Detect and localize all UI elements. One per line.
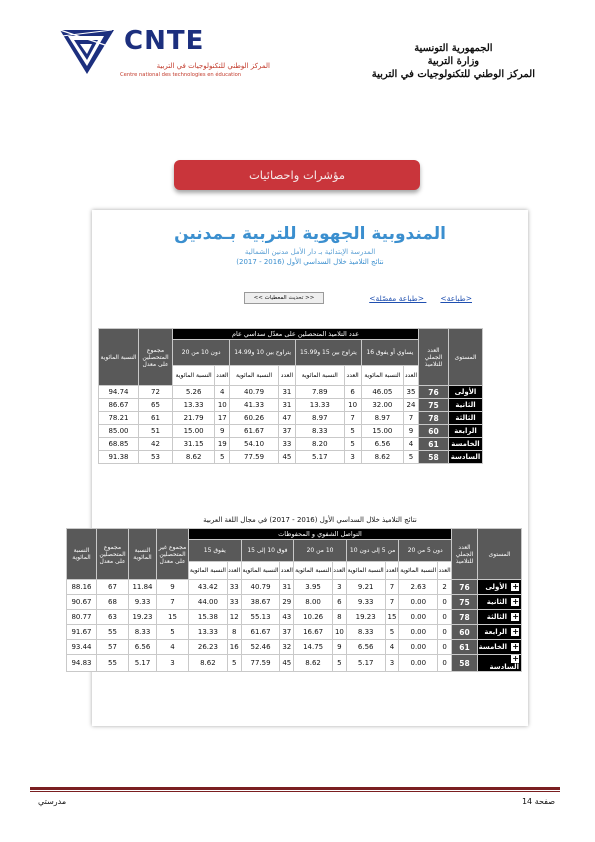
level-cell bbox=[478, 625, 522, 640]
total-cell: 78 bbox=[452, 610, 478, 625]
total-cell: 75 bbox=[419, 399, 449, 412]
value-cell: 63 bbox=[97, 610, 129, 625]
sub-pct: النسبة المائوية bbox=[189, 562, 228, 580]
value-cell: 9.33 bbox=[129, 595, 157, 610]
footer-rule-thin bbox=[30, 791, 560, 792]
value-cell: 7 bbox=[157, 595, 189, 610]
value-cell: 90.67 bbox=[67, 595, 97, 610]
value-cell: 10 bbox=[215, 399, 230, 412]
value-cell: 5 bbox=[344, 425, 361, 438]
value-cell: 4 bbox=[157, 640, 189, 655]
value-cell: 9 bbox=[332, 640, 346, 655]
value-cell: 8.97 bbox=[296, 412, 344, 425]
value-cell: 4 bbox=[215, 386, 230, 399]
table-row bbox=[67, 625, 522, 640]
value-cell: 9 bbox=[157, 580, 189, 595]
value-cell: 41.33 bbox=[230, 399, 278, 412]
value-cell: 37 bbox=[278, 425, 295, 438]
value-cell: 37 bbox=[280, 625, 294, 640]
footer-page-number: صفحة 14 bbox=[521, 797, 555, 806]
value-cell: 61.67 bbox=[230, 425, 278, 438]
level-cell: الثالثة bbox=[449, 412, 483, 425]
value-cell: 33 bbox=[227, 595, 241, 610]
value-cell: 7 bbox=[385, 595, 399, 610]
value-cell: 5.17 bbox=[346, 655, 385, 672]
sub-count: العدد bbox=[438, 562, 452, 580]
value-cell: 5 bbox=[403, 451, 418, 464]
value-cell: 6 bbox=[344, 386, 361, 399]
ministry-line-1: الجمهورية التونسية bbox=[414, 43, 493, 54]
value-cell: 0.00 bbox=[399, 595, 438, 610]
total-cell: 61 bbox=[452, 640, 478, 655]
value-cell: 0 bbox=[438, 655, 452, 672]
rate-cell: 94.74 bbox=[99, 386, 139, 399]
table-row bbox=[67, 595, 522, 610]
total-cell: 76 bbox=[419, 386, 449, 399]
ministry-heading bbox=[372, 42, 535, 81]
level-cell: الخامسة bbox=[449, 438, 483, 451]
band-16: يساوي أو يفوق 16 bbox=[361, 340, 418, 366]
col-level: المستوى bbox=[478, 529, 522, 580]
value-cell: 31 bbox=[280, 580, 294, 595]
value-cell: 19.23 bbox=[346, 610, 385, 625]
value-cell: 0.00 bbox=[399, 625, 438, 640]
total-cell: 76 bbox=[452, 580, 478, 595]
level-label: الأولى bbox=[485, 583, 507, 591]
band-below-5: دون 5 من 20 bbox=[399, 540, 452, 562]
value-cell: 13.33 bbox=[173, 399, 215, 412]
value-cell: 3 bbox=[385, 655, 399, 672]
value-cell: 5 bbox=[157, 625, 189, 640]
value-cell: 8.62 bbox=[189, 655, 228, 672]
refresh-data-button[interactable]: << تحديث المعطيات >> bbox=[244, 292, 324, 304]
level-cell bbox=[478, 580, 522, 595]
value-cell: 15 bbox=[157, 610, 189, 625]
value-cell: 55 bbox=[97, 655, 129, 672]
col-total: العدد الجملي للتلاميذ bbox=[452, 529, 478, 580]
level-cell: السادسة bbox=[449, 451, 483, 464]
level-label: الثالثة bbox=[486, 613, 507, 621]
total-cell: 75 bbox=[452, 595, 478, 610]
value-cell: 5 bbox=[332, 655, 346, 672]
value-cell: 68 bbox=[97, 595, 129, 610]
value-cell: 5.26 bbox=[173, 386, 215, 399]
value-cell: 7 bbox=[403, 412, 418, 425]
sum-cell: 65 bbox=[139, 399, 173, 412]
value-cell: 29 bbox=[280, 595, 294, 610]
table-row bbox=[99, 399, 483, 412]
value-cell: 45 bbox=[280, 655, 294, 672]
expand-plus-icon[interactable]: + bbox=[512, 627, 519, 636]
value-cell: 61.67 bbox=[241, 625, 280, 640]
table-row bbox=[99, 438, 483, 451]
level-cell: الرابعة bbox=[449, 425, 483, 438]
table-row bbox=[99, 425, 483, 438]
value-cell: 3 bbox=[332, 580, 346, 595]
value-cell: 6.56 bbox=[361, 438, 403, 451]
value-cell: 35 bbox=[403, 386, 418, 399]
value-cell: 5 bbox=[385, 625, 399, 640]
arabic-oral-table bbox=[66, 528, 522, 672]
col-sum: مجموع المتحصلين على معدل bbox=[139, 329, 173, 386]
level-cell: الثانية bbox=[449, 399, 483, 412]
ministry-line-3: المركز الوطني للتكنولوجيات في التربية bbox=[371, 69, 535, 80]
value-cell: 91.67 bbox=[67, 625, 97, 640]
logo-french-name: Centre national des technologies en éducation bbox=[120, 72, 242, 78]
sub-pct: النسبة المائوية bbox=[296, 366, 344, 386]
sub-pct: النسبة المائوية bbox=[294, 562, 333, 580]
total-cell: 58 bbox=[419, 451, 449, 464]
sub-count: العدد bbox=[215, 366, 230, 386]
value-cell: 3 bbox=[344, 451, 361, 464]
value-cell: 9.21 bbox=[346, 580, 385, 595]
table-row bbox=[99, 386, 483, 399]
value-cell: 9 bbox=[403, 425, 418, 438]
value-cell: 13.33 bbox=[296, 399, 344, 412]
value-cell: 93.44 bbox=[67, 640, 97, 655]
value-cell: 47 bbox=[278, 412, 295, 425]
col-fail-rate: النسبة المائوية bbox=[129, 529, 157, 580]
sum-cell: 61 bbox=[139, 412, 173, 425]
value-cell: 8.33 bbox=[346, 625, 385, 640]
value-cell: 2 bbox=[438, 580, 452, 595]
print-link[interactable]: <طباعة> bbox=[440, 294, 472, 303]
band-10-15: فوق 10 إلى 15 bbox=[241, 540, 294, 562]
cnte-logo bbox=[58, 24, 270, 88]
value-cell: 8 bbox=[227, 625, 241, 640]
rate-cell: 91.38 bbox=[99, 451, 139, 464]
col-rate: النسبة المائوية bbox=[67, 529, 97, 580]
value-cell: 26.23 bbox=[189, 640, 228, 655]
sub-pct: النسبة المائوية bbox=[399, 562, 438, 580]
value-cell: 33 bbox=[278, 438, 295, 451]
value-cell: 32.00 bbox=[361, 399, 403, 412]
level-cell bbox=[478, 640, 522, 655]
value-cell: 40.79 bbox=[230, 386, 278, 399]
value-cell: 7 bbox=[385, 580, 399, 595]
sum-cell: 72 bbox=[139, 386, 173, 399]
value-cell: 8.20 bbox=[296, 438, 344, 451]
value-cell: 3 bbox=[157, 655, 189, 672]
value-cell: 0 bbox=[438, 610, 452, 625]
expand-plus-icon[interactable]: + bbox=[512, 612, 519, 621]
value-cell: 40.79 bbox=[241, 580, 280, 595]
expand-plus-icon[interactable]: + bbox=[512, 642, 519, 651]
table2-group-title: التواصل الشفوي و المحفوظات bbox=[189, 529, 452, 540]
sub-count: العدد bbox=[403, 366, 418, 386]
value-cell: 6.56 bbox=[129, 640, 157, 655]
table1-group-title: عدد التلاميذ المتحصلين على معدّل سداسي عام bbox=[173, 329, 419, 340]
value-cell: 57 bbox=[97, 640, 129, 655]
band-below-10: دون 10 من 20 bbox=[173, 340, 230, 366]
value-cell: 8 bbox=[332, 610, 346, 625]
expand-plus-icon[interactable]: + bbox=[512, 654, 519, 663]
value-cell: 32 bbox=[280, 640, 294, 655]
value-cell: 55.13 bbox=[241, 610, 280, 625]
value-cell: 16 bbox=[227, 640, 241, 655]
value-cell: 10 bbox=[344, 399, 361, 412]
band-15: يتراوح بين 15 و15.99 bbox=[296, 340, 362, 366]
sum-cell: 51 bbox=[139, 425, 173, 438]
col-total: العدد الجملي للتلاميذ bbox=[419, 329, 449, 386]
value-cell: 55 bbox=[97, 625, 129, 640]
value-cell: 77.59 bbox=[230, 451, 278, 464]
value-cell: 60.26 bbox=[230, 412, 278, 425]
sub-count: العدد bbox=[332, 562, 346, 580]
banner-label: مؤشرات واحصائيات bbox=[248, 168, 346, 182]
value-cell: 94.83 bbox=[67, 655, 97, 672]
value-cell: 54.10 bbox=[230, 438, 278, 451]
panel-school-name: المدرسة الإبتدائية بـ دار الأمل مدنين الشمالية bbox=[244, 248, 376, 256]
col-fail-sum: مجموع غير المتحصلين على معدل bbox=[157, 529, 189, 580]
sub-pct: النسبة المائوية bbox=[241, 562, 280, 580]
value-cell: 0 bbox=[438, 640, 452, 655]
level-label: الرابعة bbox=[484, 628, 507, 636]
panel-period: نتائج التلاميذ خلال السداسي الأول (2016 - 2017) bbox=[236, 258, 384, 266]
ministry-line-2: وزارة التربية bbox=[427, 56, 480, 67]
sub-count: العدد bbox=[280, 562, 294, 580]
value-cell: 7.89 bbox=[296, 386, 344, 399]
value-cell: 0.00 bbox=[399, 610, 438, 625]
sub-count: العدد bbox=[227, 562, 241, 580]
expand-plus-icon[interactable]: + bbox=[512, 582, 519, 591]
value-cell: 5 bbox=[344, 438, 361, 451]
value-cell: 8.00 bbox=[294, 595, 333, 610]
value-cell: 5 bbox=[227, 655, 241, 672]
value-cell: 8.97 bbox=[361, 412, 403, 425]
total-cell: 58 bbox=[452, 655, 478, 672]
band-10: 10 من 20 bbox=[294, 540, 347, 562]
band-5-10: من 5 إلى دون 10 bbox=[346, 540, 399, 562]
value-cell: 12 bbox=[227, 610, 241, 625]
table-row bbox=[67, 580, 522, 595]
level-label: الثانية bbox=[486, 598, 507, 606]
value-cell: 3.95 bbox=[294, 580, 333, 595]
value-cell: 45 bbox=[278, 451, 295, 464]
value-cell: 13.33 bbox=[189, 625, 228, 640]
rate-cell: 85.00 bbox=[99, 425, 139, 438]
value-cell: 44.00 bbox=[189, 595, 228, 610]
panel-title: المندوبية الجهوية للتربية بـمدنين bbox=[174, 224, 446, 244]
sub-pct: النسبة المائوية bbox=[230, 366, 278, 386]
value-cell: 5 bbox=[215, 451, 230, 464]
value-cell: 4 bbox=[403, 438, 418, 451]
sub-pct: النسبة المائوية bbox=[346, 562, 385, 580]
sub-count: العدد bbox=[385, 562, 399, 580]
section-banner bbox=[174, 160, 420, 190]
value-cell: 5.17 bbox=[129, 655, 157, 672]
value-cell: 46.05 bbox=[361, 386, 403, 399]
sub-count: العدد bbox=[278, 366, 295, 386]
total-cell: 60 bbox=[452, 625, 478, 640]
value-cell: 17 bbox=[215, 412, 230, 425]
band-10: يتراوح بين 10 و14.99 bbox=[230, 340, 296, 366]
value-cell: 9.33 bbox=[346, 595, 385, 610]
table2-caption: نتائج التلاميذ خلال السداسي الأول (2016 - 2017) في مجال اللغة العربية bbox=[203, 516, 417, 524]
print-links bbox=[355, 294, 472, 303]
value-cell: 80.77 bbox=[67, 610, 97, 625]
value-cell: 21.79 bbox=[173, 412, 215, 425]
total-cell: 78 bbox=[419, 412, 449, 425]
col-level: المستوى bbox=[449, 329, 483, 386]
print-detailed-link[interactable]: <طباعة مفصّلة> bbox=[369, 294, 425, 303]
value-cell: 19 bbox=[215, 438, 230, 451]
logo-arabic-name: المركز الوطني للتكنولوجيات في التربية bbox=[156, 62, 270, 70]
rate-cell: 78.21 bbox=[99, 412, 139, 425]
level-label: السادسة bbox=[489, 663, 519, 671]
total-cell: 61 bbox=[419, 438, 449, 451]
value-cell: 6.56 bbox=[346, 640, 385, 655]
statistics-panel bbox=[71, 210, 528, 726]
value-cell: 0.00 bbox=[399, 655, 438, 672]
sub-count: العدد bbox=[344, 366, 361, 386]
value-cell: 15 bbox=[385, 610, 399, 625]
value-cell: 52.46 bbox=[241, 640, 280, 655]
sum-cell: 42 bbox=[139, 438, 173, 451]
value-cell: 8.62 bbox=[294, 655, 333, 672]
sub-pct: النسبة المائوية bbox=[361, 366, 403, 386]
table-row bbox=[67, 655, 522, 672]
value-cell: 9 bbox=[215, 425, 230, 438]
table-row bbox=[67, 610, 522, 625]
value-cell: 8.62 bbox=[173, 451, 215, 464]
level-cell bbox=[478, 655, 522, 672]
value-cell: 16.67 bbox=[294, 625, 333, 640]
value-cell: 5.17 bbox=[296, 451, 344, 464]
value-cell: 10 bbox=[332, 625, 346, 640]
value-cell: 4 bbox=[385, 640, 399, 655]
footer-rule bbox=[30, 787, 560, 790]
value-cell: 8.33 bbox=[296, 425, 344, 438]
value-cell: 24 bbox=[403, 399, 418, 412]
value-cell: 0 bbox=[438, 625, 452, 640]
sub-pct: النسبة المائوية bbox=[173, 366, 215, 386]
level-cell bbox=[478, 610, 522, 625]
value-cell: 33 bbox=[227, 580, 241, 595]
value-cell: 31 bbox=[278, 386, 295, 399]
value-cell: 43.42 bbox=[189, 580, 228, 595]
rate-cell: 86.67 bbox=[99, 399, 139, 412]
value-cell: 31.15 bbox=[173, 438, 215, 451]
value-cell: 15.38 bbox=[189, 610, 228, 625]
table-row bbox=[99, 451, 483, 464]
value-cell: 10.26 bbox=[294, 610, 333, 625]
value-cell: 15.00 bbox=[361, 425, 403, 438]
logo-title: CNTE bbox=[124, 26, 205, 56]
expand-plus-icon[interactable]: + bbox=[512, 597, 519, 606]
table-row bbox=[67, 640, 522, 655]
value-cell: 88.16 bbox=[67, 580, 97, 595]
value-cell: 43 bbox=[280, 610, 294, 625]
rate-cell: 68.85 bbox=[99, 438, 139, 451]
col-rate: النسبة المائوية bbox=[99, 329, 139, 386]
value-cell: 31 bbox=[278, 399, 295, 412]
value-cell: 6 bbox=[332, 595, 346, 610]
value-cell: 77.59 bbox=[241, 655, 280, 672]
value-cell: 19.23 bbox=[129, 610, 157, 625]
value-cell: 0.00 bbox=[399, 640, 438, 655]
general-average-table bbox=[98, 328, 483, 464]
table-row bbox=[99, 412, 483, 425]
value-cell: 8.62 bbox=[361, 451, 403, 464]
sum-cell: 53 bbox=[139, 451, 173, 464]
value-cell: 38.67 bbox=[241, 595, 280, 610]
value-cell: 11.84 bbox=[129, 580, 157, 595]
level-cell bbox=[478, 595, 522, 610]
value-cell: 7 bbox=[344, 412, 361, 425]
value-cell: 14.75 bbox=[294, 640, 333, 655]
value-cell: 67 bbox=[97, 580, 129, 595]
value-cell: 2.63 bbox=[399, 580, 438, 595]
col-sum: مجموع المتحصلين على معدل bbox=[97, 529, 129, 580]
value-cell: 0 bbox=[438, 595, 452, 610]
cnte-triangle-logo-icon bbox=[58, 28, 116, 76]
footer-site-name: مدرستي bbox=[38, 797, 67, 806]
level-label: الخامسة bbox=[478, 643, 507, 651]
total-cell: 60 bbox=[419, 425, 449, 438]
value-cell: 15.00 bbox=[173, 425, 215, 438]
band-above-15: يفوق 15 bbox=[189, 540, 242, 562]
level-cell: الأولى bbox=[449, 386, 483, 399]
value-cell: 8.33 bbox=[129, 625, 157, 640]
